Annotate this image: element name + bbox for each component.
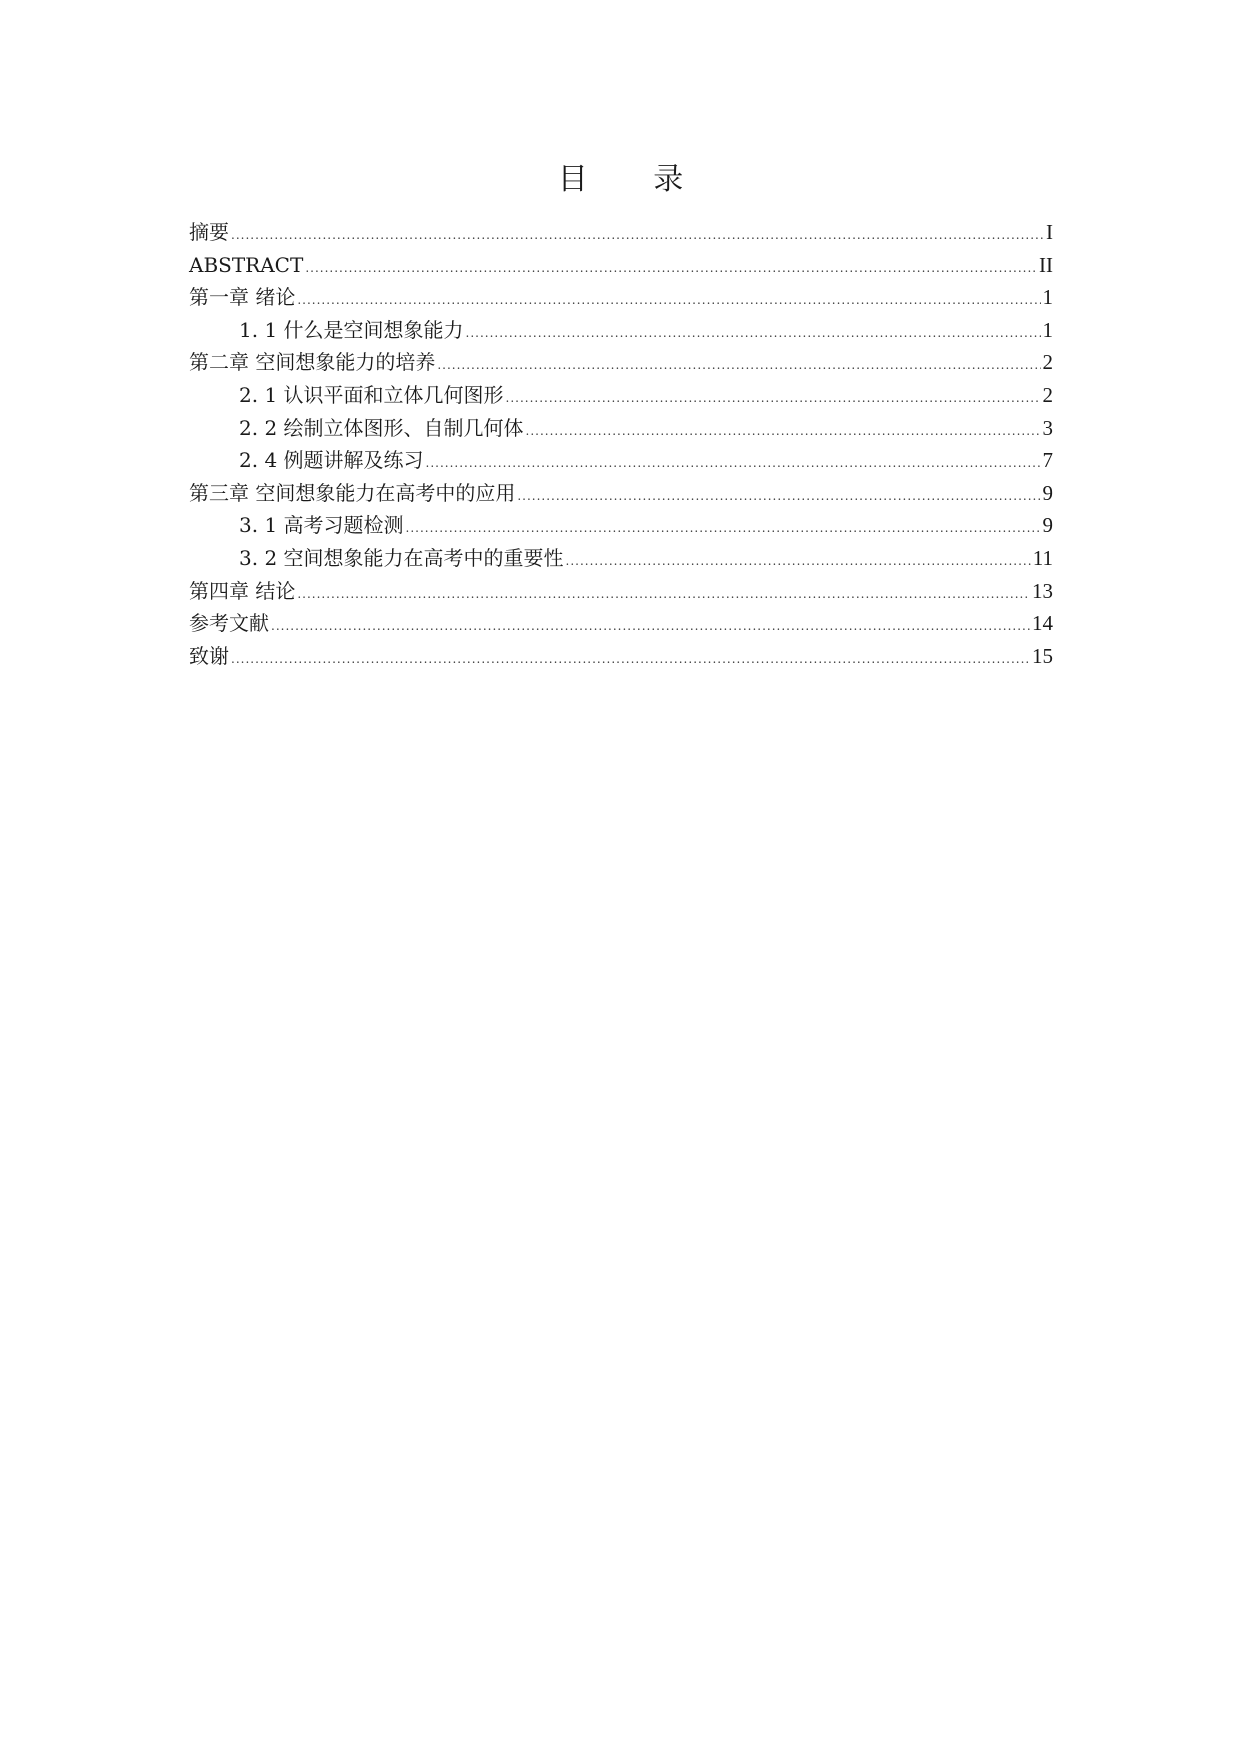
dot-leader: [297, 578, 1030, 611]
toc-entry-label: 1. 1 什么是空间想象能力: [239, 317, 464, 342]
toc-entry-chapter-3[interactable]: [189, 477, 1053, 510]
toc-entry-page: 11: [1032, 545, 1053, 570]
toc-entry-page: 9: [1042, 513, 1053, 538]
toc-entry-label: 第四章 结论: [189, 578, 296, 603]
toc-entry-acknowledgements[interactable]: [189, 640, 1053, 673]
toc-entry-abstract-en[interactable]: [189, 249, 1053, 282]
dot-leader: [426, 447, 1041, 480]
toc-entry-section-3-2[interactable]: [189, 542, 1053, 575]
toc-entry-label: 摘要: [189, 220, 229, 244]
toc-entry-page: 3: [1042, 415, 1053, 440]
toc-entry-page: 7: [1042, 448, 1053, 473]
dot-leader: [406, 512, 1041, 545]
toc-entry-chapter-4[interactable]: [189, 575, 1053, 608]
toc-entry-page: 14: [1032, 611, 1053, 636]
toc-entry-label: 第一章 绪论: [189, 285, 296, 310]
toc-entry-page: 1: [1042, 317, 1053, 342]
toc-entry-label: ABSTRACT: [189, 252, 304, 277]
dot-leader: [271, 610, 1030, 643]
toc-entry-label: 参考文献: [189, 611, 269, 636]
toc-entry-label: 3. 2 空间想象能力在高考中的重要性: [239, 545, 564, 570]
toc-entry-page: 1: [1042, 285, 1053, 310]
dot-leader: [437, 349, 1040, 382]
toc-entry-abstract-cn[interactable]: [189, 216, 1053, 249]
toc-list: [189, 216, 1053, 672]
toc-entry-label: 第三章 空间想象能力在高考中的应用: [189, 480, 516, 505]
dot-leader: [566, 545, 1031, 578]
dot-leader: [517, 480, 1040, 513]
dot-leader: [231, 219, 1044, 252]
toc-entry-section-2-4[interactable]: [189, 444, 1053, 477]
toc-entry-label: 2. 4 例题讲解及练习: [239, 448, 424, 473]
toc-entry-page: 2: [1042, 350, 1053, 375]
toc-entry-section-3-1[interactable]: [189, 509, 1053, 542]
toc-entry-chapter-1[interactable]: [189, 281, 1053, 314]
toc-entry-label: 第二章 空间想象能力的培养: [189, 350, 436, 375]
dot-leader: [297, 284, 1040, 317]
toc-entry-page: 9: [1042, 480, 1053, 505]
toc-entry-label: 2. 1 认识平面和立体几何图形: [239, 382, 504, 407]
toc-entry-label: 致谢: [189, 643, 229, 668]
toc-entry-page: II: [1039, 252, 1053, 277]
dot-leader: [231, 643, 1030, 676]
toc-entry-page: I: [1046, 220, 1053, 244]
dot-leader: [466, 317, 1041, 350]
toc-entry-section-1-1[interactable]: [189, 314, 1053, 347]
toc-title: 目 录: [557, 162, 712, 197]
toc-entry-label: 2. 2 绘制立体图形、自制几何体: [239, 415, 524, 440]
toc-entry-page: 15: [1032, 643, 1053, 668]
toc-entry-label: 3. 1 高考习题检测: [239, 513, 404, 538]
dot-leader: [526, 415, 1041, 448]
toc-entry-page: 13: [1032, 578, 1053, 603]
dot-leader: [305, 252, 1037, 285]
toc-entry-page: 2: [1042, 382, 1053, 407]
toc-entry-references[interactable]: [189, 607, 1053, 640]
dot-leader: [506, 382, 1041, 415]
toc-entry-section-2-2[interactable]: [189, 412, 1053, 445]
toc-entry-section-2-1[interactable]: [189, 379, 1053, 412]
toc-entry-chapter-2[interactable]: [189, 346, 1053, 379]
